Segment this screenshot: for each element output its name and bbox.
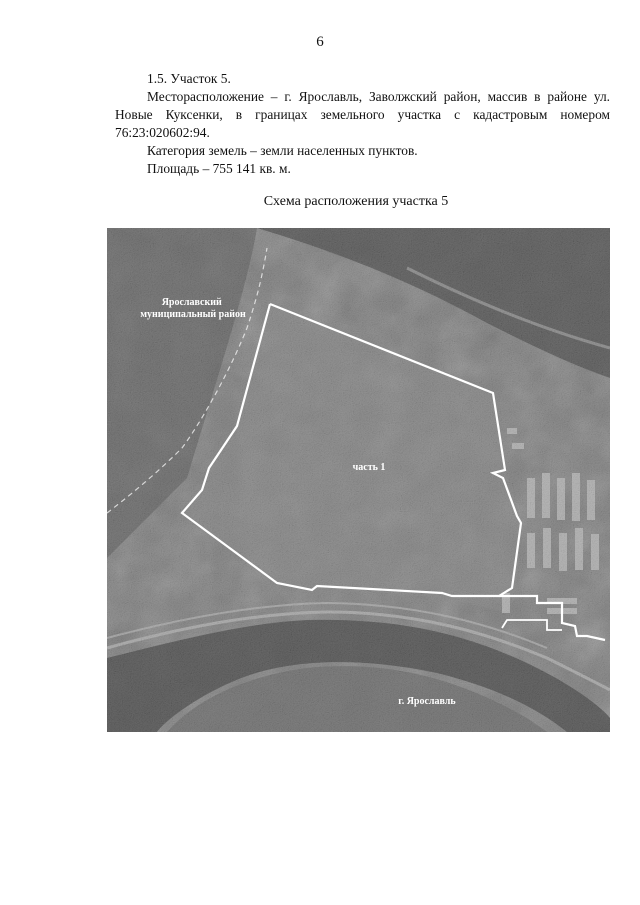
aerial-map — [107, 228, 610, 732]
section-heading: 1.5. Участок 5. — [147, 71, 231, 86]
area-paragraph: Площадь – 755 141 кв. м. — [147, 161, 291, 176]
category-paragraph: Категория земель – земли населенных пунктов. — [147, 143, 418, 158]
page-number: 6 — [316, 34, 324, 50]
city-label: г. Ярославль — [398, 696, 456, 707]
scheme-caption: Схема расположения участка 5 — [263, 194, 449, 209]
district-label-line1: Ярославский — [161, 297, 222, 308]
district-label-line2: муниципальный район — [140, 309, 246, 320]
location-scheme-map — [107, 228, 610, 732]
section-text — [115, 70, 610, 178]
plot-label: часть 1 — [352, 462, 386, 473]
location-paragraph: Месторасположение – г. Ярославль, Заволжский район, массив в районе ул. Новые Куксенки, в границах земельного участка с кадастровым номером 76:23:020602:94. — [115, 89, 610, 140]
